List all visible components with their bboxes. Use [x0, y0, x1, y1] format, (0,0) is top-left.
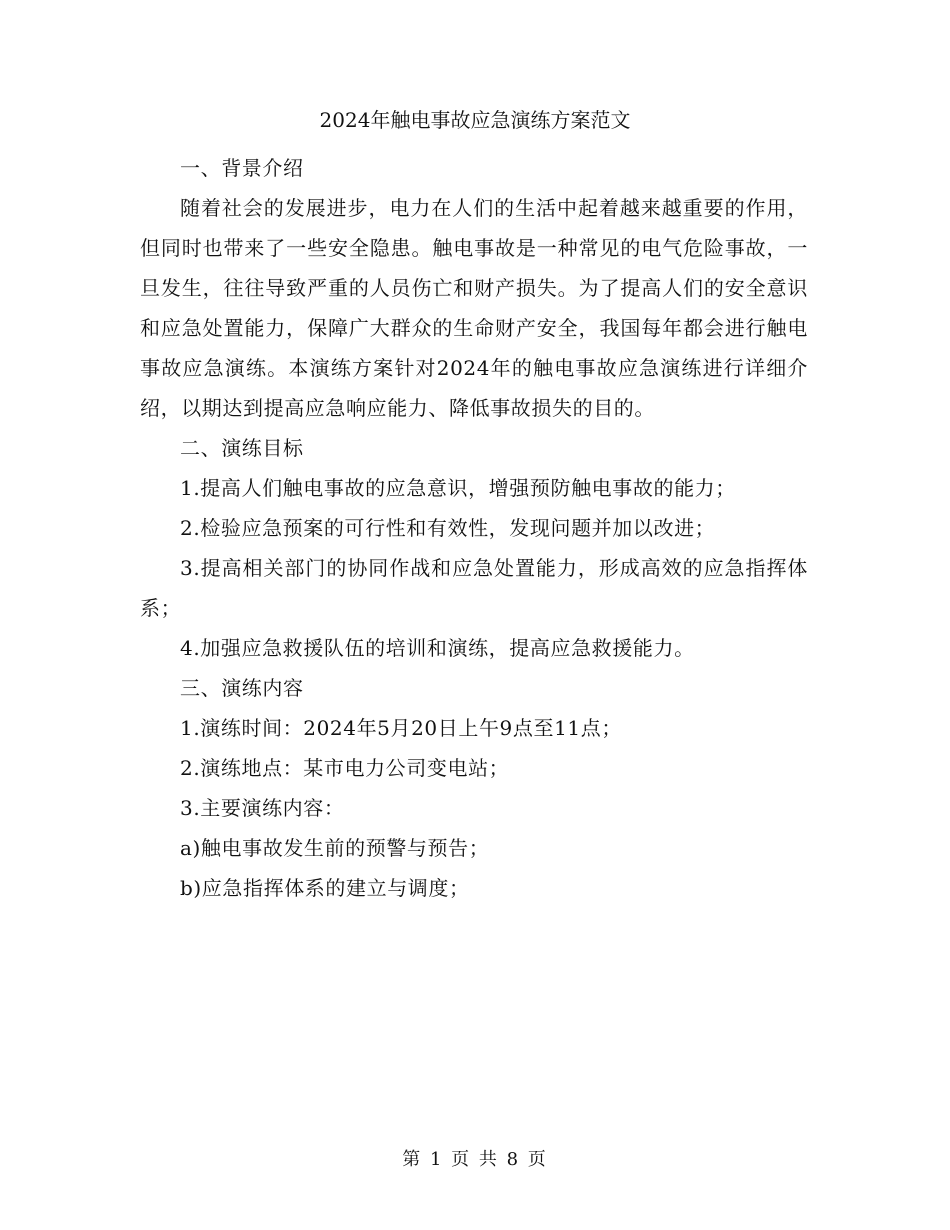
content-subitem-b: b)应急指挥体系的建立与调度； [180, 876, 470, 900]
goal-item-1: 1.提高人们触电事故的应急意识，增强预防触电事故的能力； [180, 476, 736, 500]
goal-item-4: 4.加强应急救援队伍的培训和演练，提高应急救援能力。 [180, 636, 695, 660]
content-item-time: 1.演练时间：2024年5月20日上午9点至11点； [180, 716, 622, 740]
document-body [140, 148, 808, 908]
section-heading-goals: 二、演练目标 [180, 436, 304, 460]
page-number: 第 1 页 共 8 页 [402, 1149, 548, 1170]
section-heading-content: 三、演练内容 [180, 676, 304, 700]
content-item-location: 2.演练地点：某市电力公司变电站； [180, 756, 510, 780]
document-title: 2024年触电事故应急演练方案范文 [319, 108, 631, 132]
section-heading-background: 一、背景介绍 [180, 156, 304, 180]
goal-item-3: 3.提高相关部门的协同作战和应急处置能力，形成高效的应急指挥体系； [140, 556, 808, 620]
content-item-main: 3.主要演练内容： [180, 796, 345, 820]
goal-item-2: 2.检验应急预案的可行性和有效性，发现问题并加以改进； [180, 516, 716, 540]
content-subitem-a: a)触电事故发生前的预警与预告； [180, 836, 490, 860]
paragraph-background: 随着社会的发展进步，电力在人们的生活中起着越来越重要的作用，但同时也带来了一些安全隐患。触电事故是一种常见的电气危险事故，一旦发生，往往导致严重的人员伤亡和财产损失。为了提高人们的安全意识和应急处置能力，保障广大群众的生命财产安全，我国每年都会进行触电事故应急演练。本演练方案针对2024年的触电事故应急演练进行详细介绍，以期达到提高应急响应能力、降低事故损失的目的。 [140, 196, 808, 420]
